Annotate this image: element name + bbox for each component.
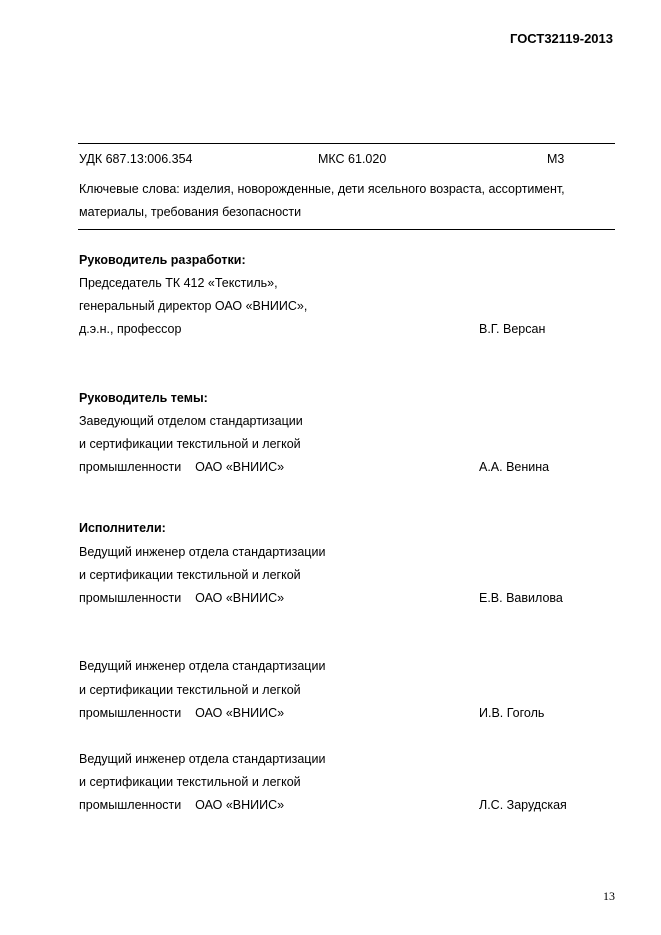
executor-1-line-3: промышленности ОАО «ВНИИС» bbox=[79, 591, 285, 605]
executor-1-name: Е.В. Вавилова bbox=[479, 591, 563, 605]
executor-2-line-1: Ведущий инженер отдела стандартизации bbox=[79, 659, 326, 673]
executor-3-line-2: и сертификации текстильной и легкой bbox=[79, 775, 301, 789]
topic-leader-line-3: промышленности ОАО «ВНИИС» bbox=[79, 460, 285, 474]
dev-leader-line-1: Председатель ТК 412 «Текстиль», bbox=[79, 276, 278, 290]
top-rule bbox=[78, 143, 615, 144]
topic-leader-name: А.А. Венина bbox=[479, 460, 550, 474]
topic-leader-line-1: Заведующий отделом стандартизации bbox=[79, 414, 303, 428]
executor-2-name: И.В. Гоголь bbox=[479, 706, 545, 720]
executor-2-line-2: и сертификации текстильной и легкой bbox=[79, 683, 301, 697]
classification-code: М3 bbox=[547, 152, 565, 166]
executor-2-line-3: промышленности ОАО «ВНИИС» bbox=[79, 706, 285, 720]
executor-1-line-1: Ведущий инженер отдела стандартизации bbox=[79, 545, 326, 559]
executor-1-line-2: и сертификации текстильной и легкой bbox=[79, 568, 301, 582]
topic-leader-heading: Руководитель темы: bbox=[79, 391, 208, 405]
dev-leader-heading: Руководитель разработки: bbox=[79, 253, 246, 267]
udk-code: УДК 687.13:006.354 bbox=[79, 152, 193, 166]
executors-heading: Исполнители: bbox=[79, 521, 166, 535]
bottom-rule bbox=[78, 229, 615, 230]
page-number: 13 bbox=[603, 889, 615, 903]
keywords-line-1: Ключевые слова: изделия, новорожденные, дети ясельного возраста, ассортимент, bbox=[79, 182, 565, 196]
dev-leader-name: В.Г. Версан bbox=[479, 322, 546, 336]
executor-3-name: Л.С. Зарудская bbox=[479, 798, 567, 812]
topic-leader-line-2: и сертификации текстильной и легкой bbox=[79, 437, 301, 451]
dev-leader-line-2: генеральный директор ОАО «ВНИИС», bbox=[79, 299, 308, 313]
executor-3-line-3: промышленности ОАО «ВНИИС» bbox=[79, 798, 285, 812]
executor-3-line-1: Ведущий инженер отдела стандартизации bbox=[79, 752, 326, 766]
dev-leader-line-3: д.э.н., профессор bbox=[79, 322, 182, 336]
document-code: ГОСТ32119-2013 bbox=[510, 31, 613, 46]
keywords-line-2: материалы, требования безопасности bbox=[79, 205, 302, 219]
mks-code: МКС 61.020 bbox=[318, 152, 387, 166]
